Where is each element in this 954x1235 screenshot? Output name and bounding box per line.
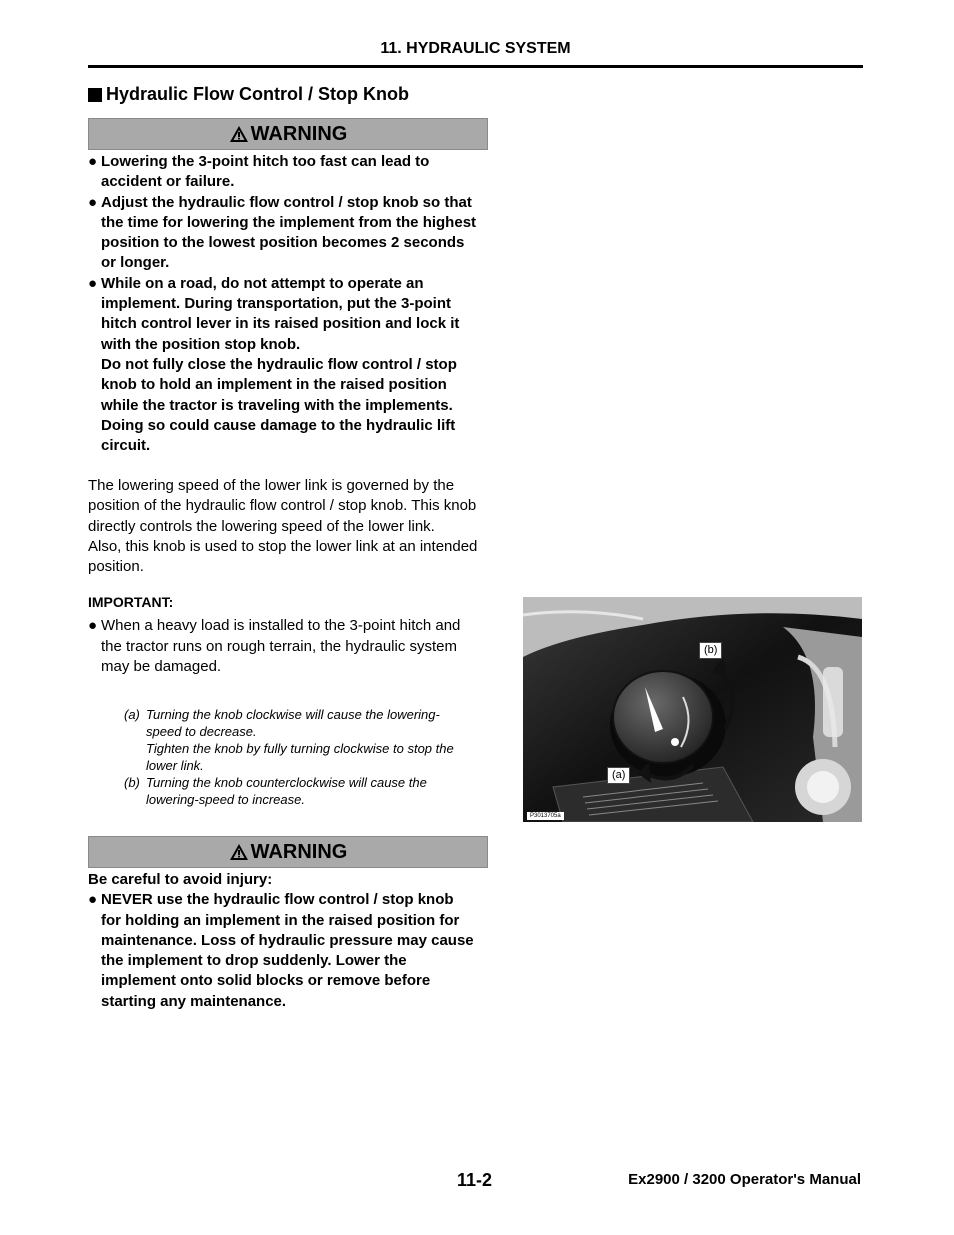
- bullet-line: hitch control lever in its raised position and lock it: [101, 315, 460, 333]
- bullet-line: the tractor runs on rough terrain, the hydraulic system: [101, 637, 458, 655]
- warning-label: WARNING: [250, 122, 348, 145]
- bullet-line: the time for lowering the implement from the highest: [101, 213, 477, 231]
- bullet-line: knob to hold an implement in the raised position: [101, 376, 447, 394]
- figure-caption-list: [124, 706, 494, 808]
- bullet-line: implement. During transportation, put the 3-point: [101, 295, 451, 313]
- paragraph-line: position of the hydraulic flow control / stop knob. This knob: [88, 497, 477, 515]
- body-paragraph: [88, 476, 493, 577]
- bullet-line: Lowering the 3-point hitch too fast can lead to: [101, 153, 430, 170]
- section-heading: [88, 84, 409, 105]
- knob-photo-illustration: [523, 597, 862, 822]
- caption-line: Turning the knob counterclockwise will cause the: [146, 775, 427, 790]
- callout-a: (a): [607, 767, 630, 784]
- bullet-line: may be damaged.: [101, 658, 222, 675]
- bullet-line: When a heavy load is installed to the 3-point hitch and: [101, 617, 461, 634]
- photo-id: P3013705a: [527, 812, 564, 820]
- callout-b: (b): [699, 642, 722, 659]
- section-title: Hydraulic Flow Control / Stop Knob: [106, 84, 409, 104]
- caption-item: [124, 706, 494, 774]
- page-number: 11-2: [457, 1170, 493, 1190]
- warning-bullet: [88, 193, 490, 274]
- caption-line: Tighten the knob by fully turning clockwise to stop the: [146, 741, 454, 756]
- square-bullet-icon: [88, 88, 102, 102]
- caption-item: [124, 774, 494, 808]
- caption-line: lowering-speed to increase.: [146, 792, 305, 807]
- warning-bullet-list: [88, 870, 490, 1012]
- bullet-line: accident or failure.: [101, 173, 235, 191]
- caption-line: speed to decrease.: [146, 724, 257, 739]
- bullet-line: circuit.: [101, 437, 151, 455]
- bullet-line: Do not fully close the hydraulic flow control / stop: [101, 355, 457, 373]
- important-bullet-item: [88, 616, 488, 678]
- warning-bullet: [88, 152, 490, 193]
- caption-line: Turning the knob clockwise will cause the lowering-: [146, 707, 440, 722]
- bullet-line: for holding an implement in the raised position for: [101, 911, 460, 929]
- paragraph-line: directly controls the lowering speed of the lower link.: [88, 517, 435, 535]
- bullet-line: position to the lowest position becomes 2 seconds: [101, 234, 465, 252]
- bullet-line: starting any maintenance.: [101, 992, 287, 1010]
- bullet-line: or longer.: [101, 254, 170, 272]
- warning-bullet: [88, 890, 490, 1012]
- bullet-dot: ●: [88, 617, 98, 634]
- bullet-line: Adjust the hydraulic flow control / stop knob so that: [101, 193, 472, 211]
- bullet-line: the implement to drop suddenly. Lower the: [101, 952, 407, 970]
- important-label: IMPORTANT:: [88, 594, 174, 610]
- important-bullet: [88, 616, 488, 678]
- manual-title: Ex2900 / 3200 Operator's Manual: [628, 1171, 861, 1188]
- knob-photo: [523, 597, 862, 822]
- warning-label: WARNING: [250, 840, 348, 863]
- paragraph-line: position.: [88, 558, 144, 576]
- caption-label: (b): [124, 775, 140, 790]
- bullet-line: maintenance. Loss of hydraulic pressure may cause: [101, 931, 474, 949]
- header-divider: [88, 65, 863, 68]
- warning-bullet: [88, 274, 490, 457]
- chapter-title: 11. HYDRAULIC SYSTEM: [380, 40, 571, 57]
- bullet-line: with the position stop knob.: [101, 335, 301, 353]
- warning-triangle-icon: [229, 843, 249, 861]
- bullet-dot: ●: [88, 153, 98, 170]
- bullet-line: while the tractor is traveling with the implements.: [101, 396, 453, 414]
- bullet-line: NEVER use the hydraulic flow control / stop knob: [101, 891, 454, 909]
- bullet-line: While on a road, do not attempt to operate an: [101, 274, 424, 292]
- paragraph-line: The lowering speed of the lower link is governed by the: [88, 477, 455, 494]
- bullet-dot: ●: [88, 274, 98, 292]
- caption-line: lower link.: [146, 758, 204, 773]
- caption-label: (a): [124, 707, 140, 722]
- warning-intro: Be careful to avoid injury:: [88, 871, 273, 888]
- warning-triangle-icon: [229, 125, 249, 143]
- warning-banner: [88, 836, 488, 868]
- bullet-dot: ●: [88, 891, 98, 909]
- bullet-dot: ●: [88, 193, 98, 211]
- paragraph-line: Also, this knob is used to stop the lower link at an intended: [88, 537, 478, 555]
- bullet-line: Doing so could cause damage to the hydraulic lift: [101, 416, 456, 434]
- warning-bullet-list: [88, 152, 490, 456]
- bullet-line: implement onto solid blocks or remove before: [101, 972, 431, 990]
- warning-banner: [88, 118, 488, 150]
